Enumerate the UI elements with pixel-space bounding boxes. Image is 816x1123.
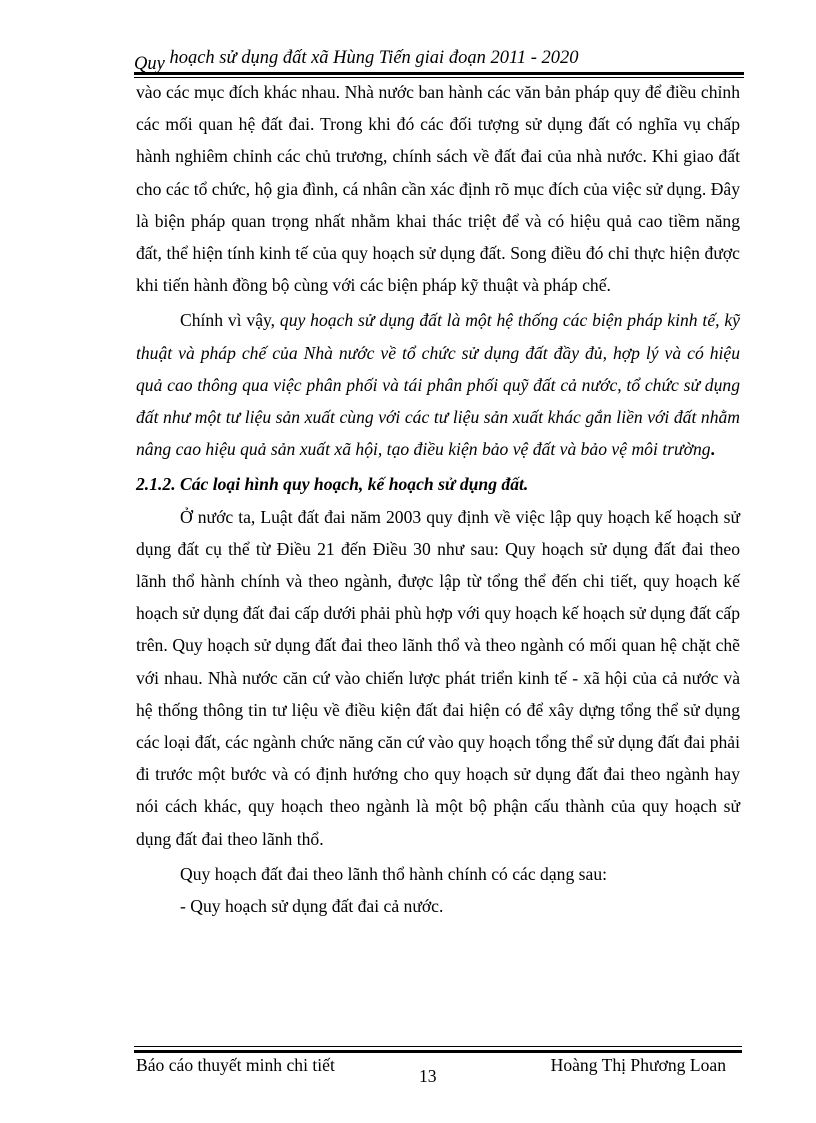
header-title [134,48,579,74]
body-text [136,76,740,922]
paragraph-2-lead: Chính vì vậy, [180,310,276,331]
paragraph-5: - Quy hoạch sử dụng đất đai cả nước. [180,896,444,917]
paragraph-2-end: . [710,439,715,460]
section-heading: 2.1.2. Các loại hình quy hoạch, kế hoạch sử dụng đất. [136,474,529,495]
header-title-first-word: Quy [134,54,165,74]
footer-rule-thick [134,1050,742,1053]
paragraph-2-definition: quy hoạch sử dụng đất là một hệ thống các biện pháp kinh tế, kỹ thuật và pháp chế của Nhà nước về tổ chức sử dụng đất đầy đủ, hợp lý và có hiệu quả cao thông qua việc phân phối và tái phân phối quỹ đất cả nước, tổ chức sử dụng đất như một tư liệu sản xuất cùng với các tư liệu sản xuất khác gắn liền với đất nhằm nâng cao hiệu quả sản xuất xã hội, tạo điều kiện bảo vệ đất và bảo vệ môi trường [136,310,740,460]
page-header [134,46,744,74]
paragraph-3: Ở nước ta, Luật đất đai năm 2003 quy định về việc lập quy hoạch kế hoạch sử dụng đất cụ thể từ Điều 21 đến Điều 30 như sau: Quy hoạch sử dụng đất đai theo lãnh thổ hành chính và theo ngành, được lập từ tổng thể đến chi tiết, quy hoạch kế hoạch sử dụng đất đai cấp dưới phải phù hợp với quy hoạch kế hoạch sử dụng đất cấp trên. Quy hoạch sử dụng đất đai theo lãnh thổ và theo ngành có mối quan hệ chặt chẽ với nhau. Nhà nước căn cứ vào chiến lược phát triển kinh tế - xã hội của cả nước và hệ thống thông tin tư liệu về điều kiện đất đai hiện có để xây dựng tổng thể sử dụng các loại đất, các ngành chức năng căn cứ vào quy hoạch tổng thể sử dụng đất đai phải đi trước một bước và có định hướng cho quy hoạch sử dụng đất đai theo ngành hay nói cách khác, quy hoạch theo ngành là một bộ phận cấu thành của quy hoạch sử dụng đất đai theo lãnh thổ. [136,506,740,849]
footer-author: Hoàng Thị Phương Loan [550,1055,726,1075]
paragraph-4: Quy hoạch đất đai theo lãnh thổ hành chính có các dạng sau: [180,863,608,884]
footer-rule-thin [134,1046,742,1047]
paragraph-1: vào các mục đích khác nhau. Nhà nước ban hành các văn bản pháp quy để điều chỉnh các mối quan hệ đất đai. Trong khi đó các đối tượng sử dụng đất có nghĩa vụ chấp hành nghiêm chỉnh các chủ trương, chính sách về đất đai của nhà nước. Khi giao đất cho các tổ chức, hộ gia đình, cá nhân cần xác định rõ mục đích của việc sử dụng. Đây là biện pháp quan trọng nhất nhằm khai thác triệt để và có hiệu quả cao tiềm năng đất, thể hiện tính kinh tế của quy hoạch sử dụng đất. Song điều đó chỉ thực hiện được khi tiến hành đồng bộ cùng với các biện pháp kỹ thuật và pháp chế. [136,82,740,296]
header-title-rest: hoạch sử dụng đất xã Hùng Tiến giai đoạn 2011 - 2020 [169,48,579,68]
paragraph-2 [136,304,740,465]
page-footer [134,1046,742,1096]
page-number: 13 [419,1066,437,1086]
footer-report-title: Báo cáo thuyết minh chi tiết [136,1055,335,1075]
header-rule-thick [134,72,744,75]
